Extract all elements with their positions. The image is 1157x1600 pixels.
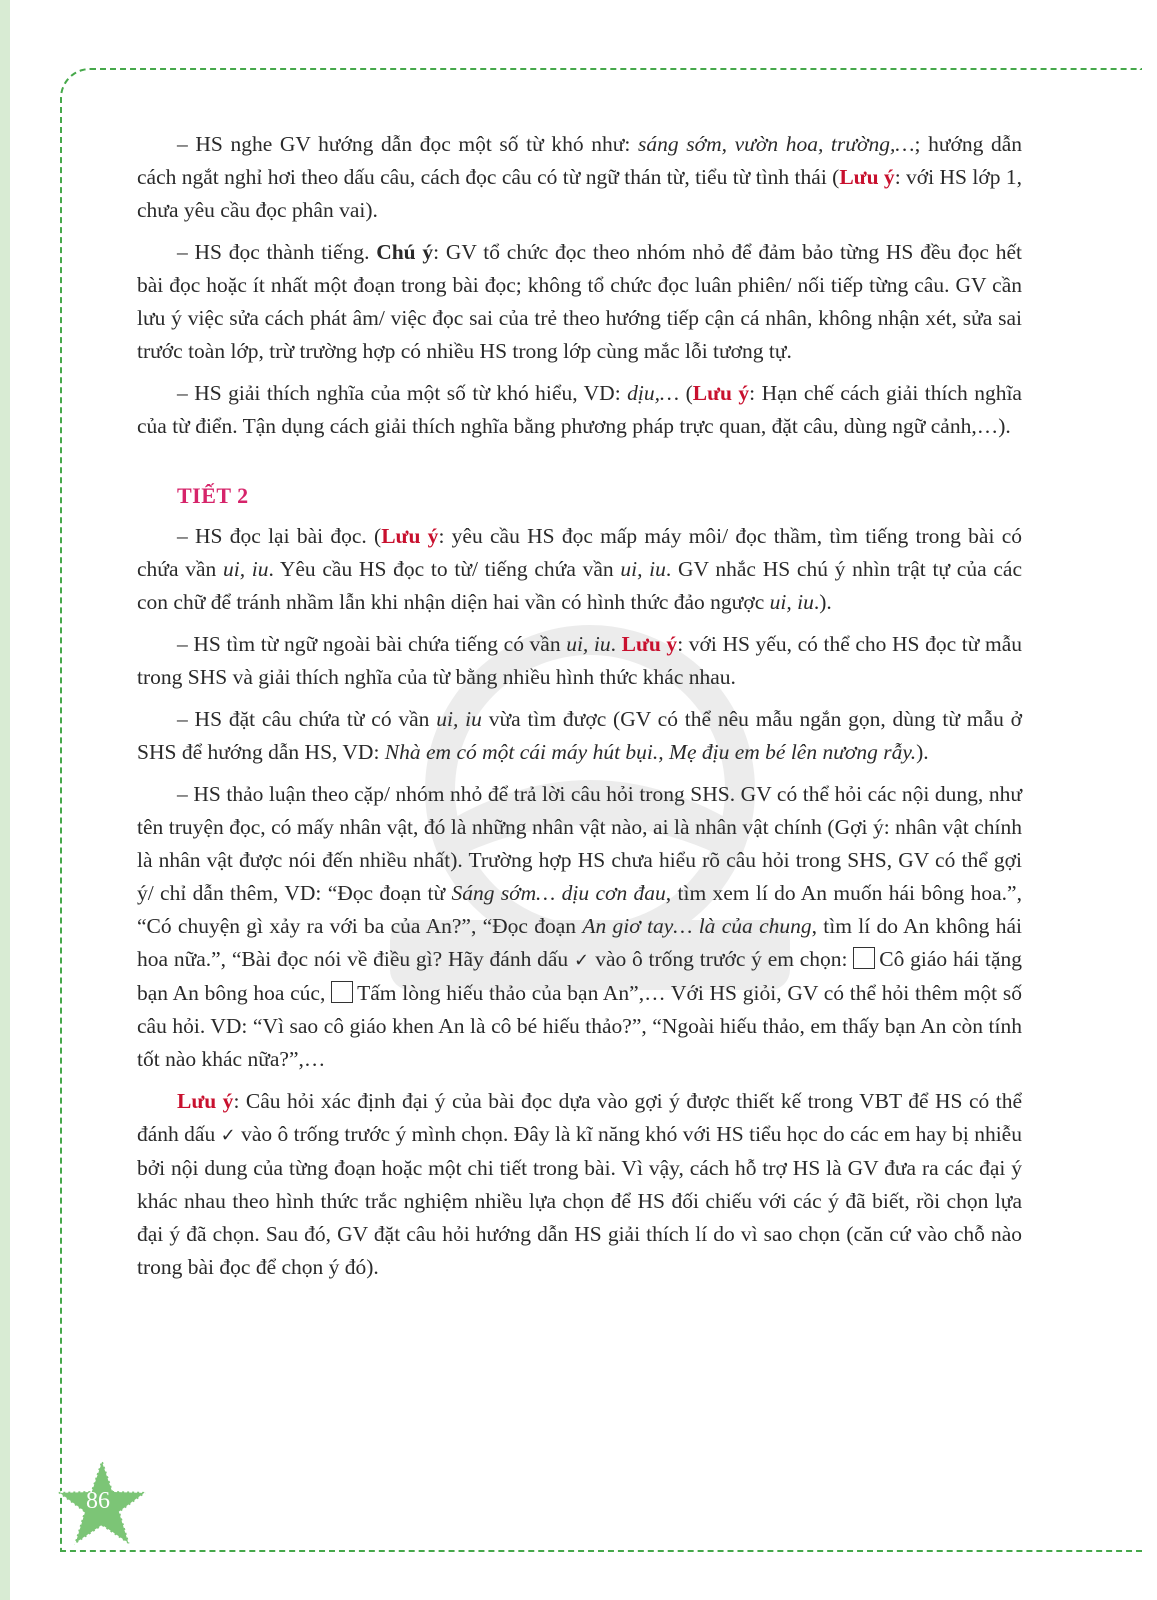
text: – HS thảo luận theo cặp/ nhóm nhỏ để trả lời câu hỏi trong SHS. GV có thể hỏi các nội dung, như tên truyện đọc, có mấy nhân vật, đó là những nhân vật nào, ai là nhân vật chính (Gợi ý: nhân vật chính là nhân vật được nói đến nhiều nhất). Trường hợp HS chưa hiểu rõ câu hỏi trong SHS, GV có thể gợi ý/ chỉ dẫn thêm, VD: “Đọc đoạn từ: [137, 782, 1022, 905]
text: – HS tìm từ ngữ ngoài bài chứa tiếng có vần: [177, 632, 567, 656]
document-body: [137, 128, 1022, 1293]
note-label: Lưu ý: [692, 381, 750, 405]
text: .: [610, 632, 622, 656]
paragraph-1: [137, 128, 1022, 227]
text: .).: [813, 590, 832, 614]
note-label: Lưu ý: [177, 1089, 234, 1113]
paragraph-7: [137, 778, 1022, 1076]
text: Cô giáo hái tặng bạn An bông hoa cúc,: [137, 947, 1023, 1005]
text: vào ô trống trước ý em chọn:: [589, 947, 854, 971]
text: : Hạn chế cách giải thích nghĩa của từ điển. Tận dụng cách giải thích nghĩa bằng phương pháp trực quan, đặt câu, dùng ngữ cảnh,…).: [137, 381, 1022, 438]
note-label: Lưu ý: [381, 524, 439, 548]
paragraph-3: [137, 377, 1022, 443]
checkmark-icon: ✓: [573, 950, 590, 971]
text: ).: [916, 740, 929, 764]
note-label: Chú ý: [376, 240, 434, 264]
italic-text: dịu,…: [627, 381, 680, 405]
checkbox-square-icon: [853, 947, 875, 969]
paragraph-2: [137, 236, 1022, 368]
italic-text: Nhà em có một cái máy hút bụi., Mẹ địu em bé lên nương rẫy.: [384, 740, 917, 764]
text: . Yêu cầu HS đọc to từ/ tiếng chứa vần: [268, 557, 621, 581]
italic-text: ui, iu: [620, 557, 666, 581]
text: – HS đọc lại bài đọc. (: [177, 524, 382, 548]
text: vào ô trống trước ý mình chọn. Đây là kĩ năng khó với HS tiểu học do các em hay bị nhiễu bởi nội dung của từng đoạn hoặc một chi tiết trong bài. Vì vậy, cách hỗ trợ HS là GV đưa ra các đại ý khác nhau theo hình thức trắc nghiệm nhiều lựa chọn để HS đối chiếu với các ý đã biết, rồi chọn lựa đại ý đã chọn. Sau đó, GV đặt câu hỏi hướng dẫn HS giải thích lí do vì sao chọn (căn cứ vào chỗ nào trong bài đọc để chọn ý đó).: [137, 1122, 1022, 1279]
text: vừa tìm được (GV có thể nêu mẫu ngắn gọn, dùng từ mẫu ở SHS để hướng dẫn HS, VD:: [137, 707, 1022, 764]
text: Tấm lòng hiếu thảo của bạn An”,… Với HS giỏi, GV có thể hỏi thêm một số câu hỏi. VD: “Vì sao cô giáo khen An là cô bé hiếu thảo?”, “Ngoài hiếu thảo, em thấy bạn An còn tính tốt nào khác nữa?”,…: [137, 981, 1023, 1071]
text: – HS nghe GV hướng dẫn đọc một số từ khó như:: [177, 132, 638, 156]
paragraph-4: [137, 520, 1022, 619]
page-number: 86: [86, 1488, 110, 1514]
italic-text: ui, iu: [769, 590, 814, 614]
checkmark-icon: ✓: [220, 1125, 236, 1146]
text: , tìm lí do An không hái hoa nữa.”, “Bài đọc nói về điều gì? Hãy đánh dấu: [137, 914, 1022, 971]
paragraph-5: [137, 628, 1022, 694]
italic-text: ui, iu: [436, 707, 482, 731]
text: – HS đọc thành tiếng.: [177, 240, 377, 264]
italic-text: Sáng sớm… dịu cơn đau: [451, 881, 666, 905]
text: : với HS lớp 1, chưa yêu cầu đọc phân vai).: [137, 165, 1022, 222]
italic-text: An giơ tay… là của chung: [582, 914, 812, 938]
text: – HS giải thích nghĩa của một số từ khó hiểu, VD:: [177, 381, 628, 405]
text: (: [679, 381, 693, 405]
checkbox-square-icon: [331, 981, 353, 1003]
text: : Câu hỏi xác định đại ý của bài đọc dựa vào gợi ý được thiết kế trong VBT để HS có thể đánh dấu: [137, 1089, 1022, 1146]
text: ; hướng dẫn cách ngắt nghỉ hơi theo dấu câu, cách đọc câu có từ ngữ thán từ, tiểu từ tình thái (: [137, 132, 1023, 189]
text: : với HS yếu, có thể cho HS đọc từ mẫu trong SHS và giải thích nghĩa của từ bằng nhiều hình thức khác nhau.: [137, 632, 1022, 689]
text: – HS đặt câu chứa từ có vần: [177, 707, 437, 731]
text: : GV tổ chức đọc theo nhóm nhỏ để đảm bảo từng HS đều đọc hết bài đọc hoặc ít nhất một đoạn trong bài đọc; không tổ chức đọc luân phiên/ nối tiếp từng câu. GV cần lưu ý việc sửa cách phát âm/ việc đọc sai của trẻ theo hướng tiếp cận cá nhân, không nhận xét, sửa sai trước toàn lớp, trừ trường hợp có nhiều HS trong lớp cùng mắc lỗi tương tự.: [137, 240, 1022, 363]
paragraph-8: [137, 1085, 1022, 1284]
text: : yêu cầu HS đọc mấp máy môi/ đọc thầm, tìm tiếng trong bài có chứa vần: [137, 524, 1022, 581]
italic-text: ui, iu: [566, 632, 611, 656]
text: , tìm xem lí do An muốn hái bông hoa.”, “Có chuyện gì xảy ra với ba của An?”, “Đọc đoạn: [137, 881, 1022, 938]
italic-text: ui, iu: [222, 557, 269, 581]
note-label: Lưu ý: [839, 165, 895, 189]
italic-text: sáng sớm, vườn hoa, trường,…: [638, 132, 915, 156]
paragraph-6: [137, 703, 1022, 769]
text: . GV nhắc HS chú ý nhìn trật tự của các con chữ để tránh nhầm lẫn khi nhận diện hai vần có hình thức đảo ngược: [137, 557, 1022, 614]
section-title: TIẾT 2: [177, 483, 249, 508]
note-label: Lưu ý: [621, 632, 678, 656]
